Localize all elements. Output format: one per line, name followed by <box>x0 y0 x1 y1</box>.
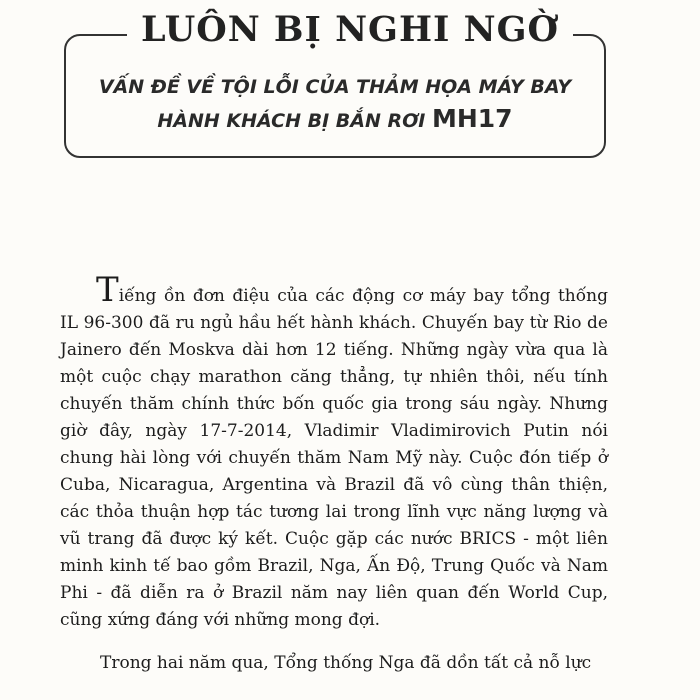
paragraph-2: Trong hai năm qua, Tổng thống Nga đã dồn tất cả nỗ lực <box>100 653 592 673</box>
drop-cap: T <box>96 270 119 310</box>
body-text <box>60 270 608 677</box>
paragraph-1-text: iếng ồn đơn điệu của các động cơ máy bay tổng thống IL 96-300 đã ru ngủ hầu hết hành khách. Chuyến bay từ Rio de Jainero đến Moskva dài hơn 12 tiếng. Những ngày vừa qua là một cuộc chạy marathon căng thẳng, tự nhiên thôi, nếu tính chuyến thăm chính thức bốn quốc gia trong sáu ngày. Nhưng giờ đây, ngày 17-7-2014, Vladimir Vladimirovich Putin nói chung hài lòng với chuyến thăm Nam Mỹ này. Cuộc đón tiếp ở Cuba, Nicaragua, Argentina và Brazil đã vô cùng thân thiện, các thỏa thuận hợp tác tương lai trong lĩnh vực năng lượng và vũ trang đã được ký kết. Cuộc gặp các nước BRICS - một liên minh kinh tế bao gồm Brazil, Nga, Ấn Độ, Trung Quốc và Nam Phi - đã diễn ra ở Brazil năm nay liên quan đến World Cup, cũng xứng đáng với những mong đợi. <box>60 286 608 630</box>
flight-number: MH17 <box>431 104 513 133</box>
chapter-title-text: LUÔN BỊ NGHI NGỜ <box>127 9 573 50</box>
subtitle-line-1: VẤN ĐỀ VỀ TỘI LỖI CỦA THẢM HỌA MÁY BAY <box>98 76 572 98</box>
subtitle-line-2 <box>64 103 606 137</box>
subtitle-line-2-text: HÀNH KHÁCH BỊ BẮN RƠI <box>157 110 426 132</box>
chapter-subtitle <box>64 72 606 137</box>
chapter-title <box>0 10 700 50</box>
paragraph-1 <box>60 270 608 634</box>
